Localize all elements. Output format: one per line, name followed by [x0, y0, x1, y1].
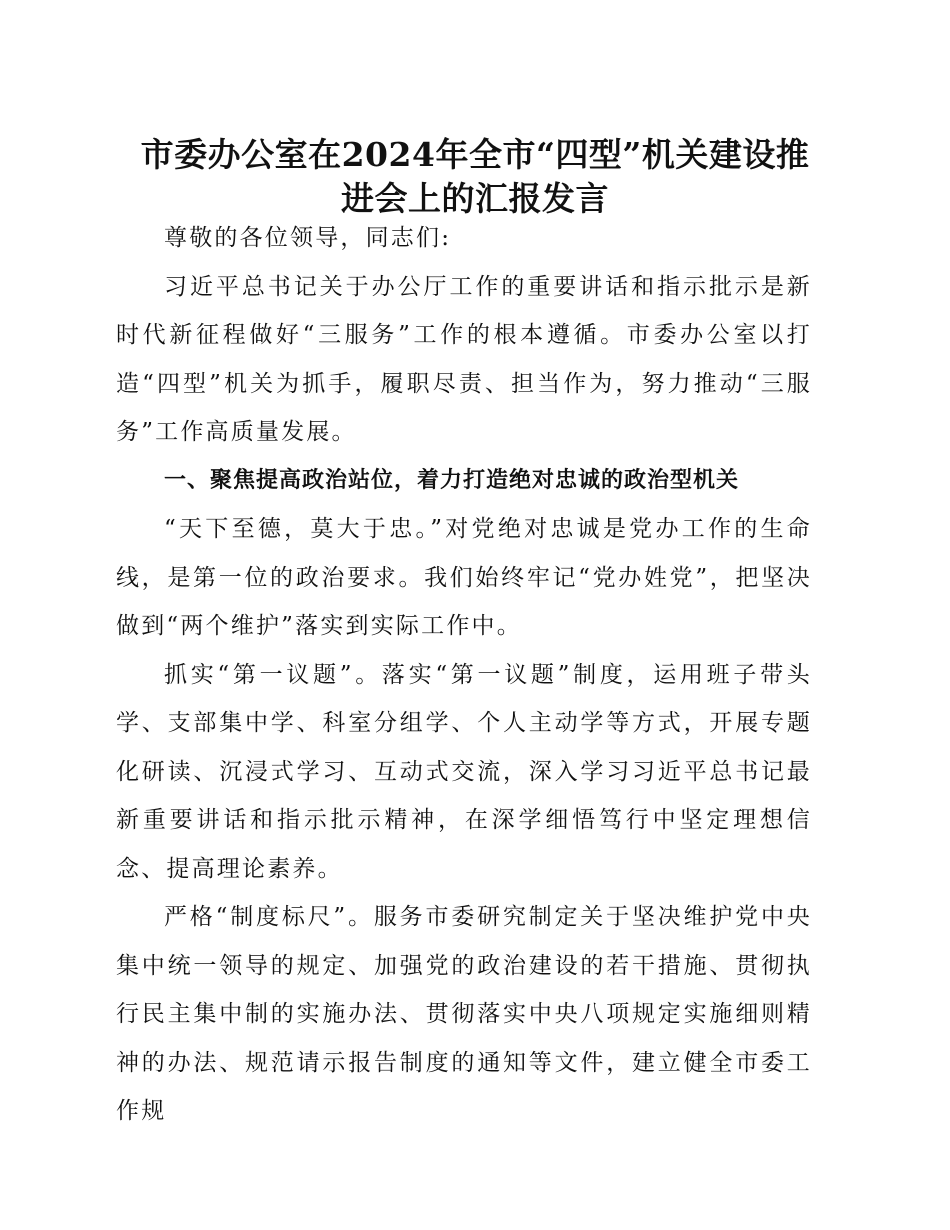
- document-title: [110, 133, 840, 221]
- salutation: 尊敬的各位领导，同志们:: [164, 225, 452, 251]
- section-1-paragraph-2: 抓实“第一议题”。落实“第一议题”制度，运用班子带头学、支部集中学、科室分组学、个人主动学等方式，开展专题化研读、沉浸式学习、互动式交流，深入学习习近平总书记最新重要讲话和指示批示精神，在深学细悟笃行中坚定理想信念、提高理论素养。: [116, 661, 812, 882]
- title-line-1: 市委办公室在2024年全市“四型”机关建设推: [140, 135, 810, 174]
- title-line-2: 进会上的汇报发言: [341, 179, 609, 218]
- section-1-heading: 一、聚焦提高政治站位，着力打造绝对忠诚的政治型机关: [164, 467, 740, 493]
- document-body: [116, 214, 812, 1136]
- intro-paragraph: 习近平总书记关于办公厅工作的重要讲话和指示批示是新时代新征程做好“三服务”工作的根本遵循。市委办公室以打造“四型”机关为抓手，履职尽责、担当作为，努力推动“三服务”工作高质量发展。: [116, 273, 812, 445]
- section-1-paragraph-1: “天下至德，莫大于忠。”对党绝对忠诚是党办工作的生命线，是第一位的政治要求。我们始终牢记“党办姓党”，把坚决做到“两个维护”落实到实际工作中。: [116, 516, 812, 639]
- section-1-paragraph-3: 严格“制度标尺”。服务市委研究制定关于坚决维护党中央集中统一领导的规定、加强党的政治建设的若干措施、贯彻执行民主集中制的实施办法、贯彻落实中央八项规定实施细则精神的办法、规范请示报告制度的通知等文件，建立健全市委工作规: [116, 904, 812, 1124]
